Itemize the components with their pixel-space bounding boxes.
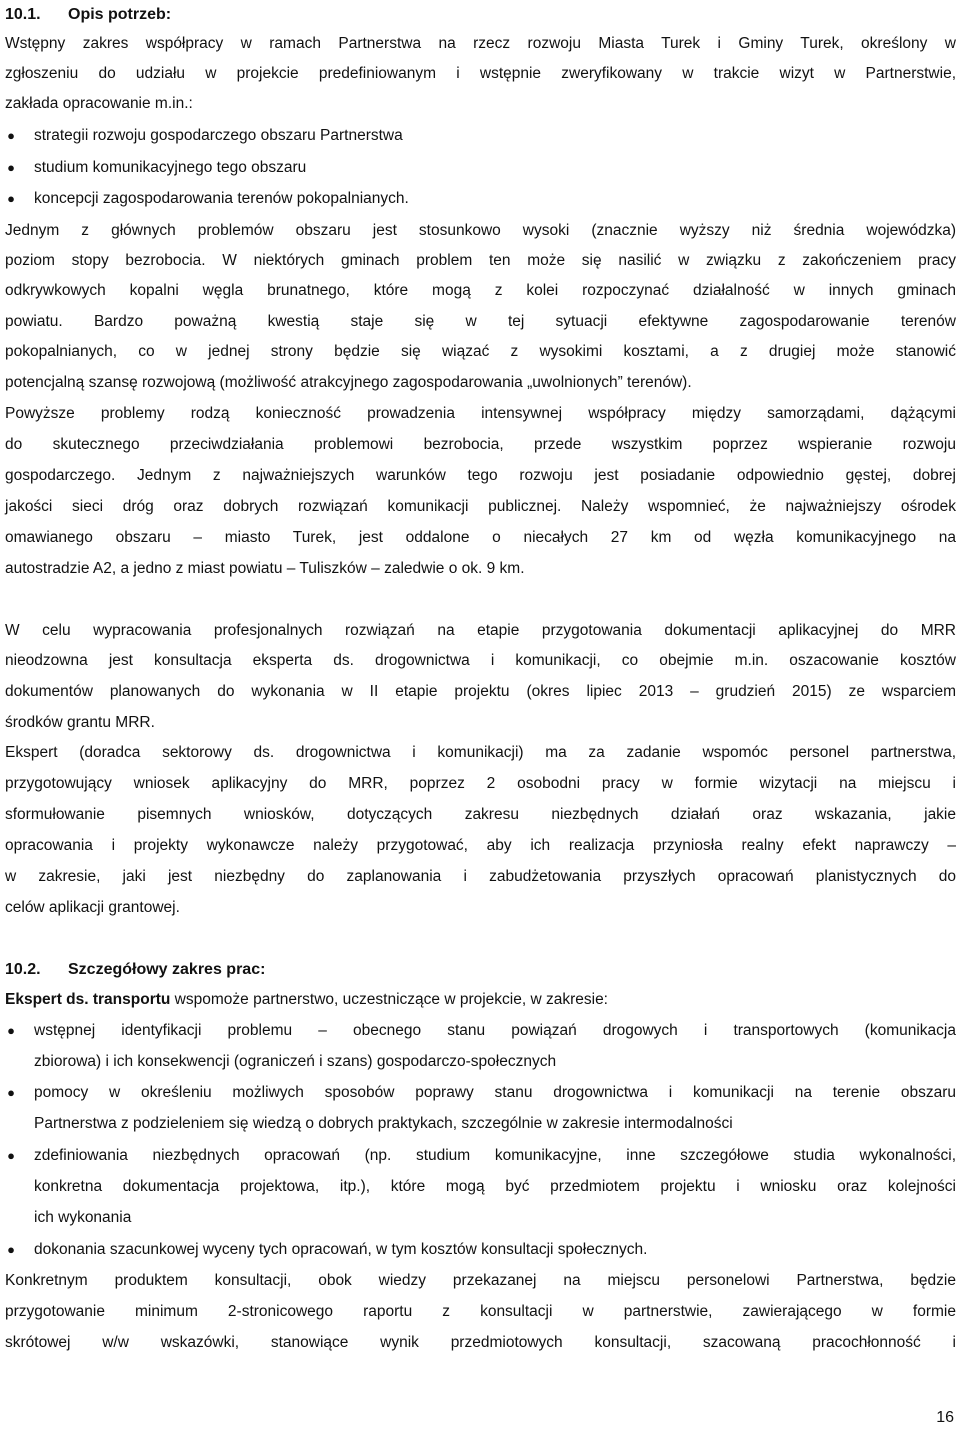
list-item: koncepcji zagospodarowania terenów pokopalnianych. <box>34 190 409 207</box>
list-item: pomocy w określeniu możliwych sposobów poprawy stanu drogownictwa i komunikacji na terenie obszaru <box>34 1084 956 1101</box>
paragraph-line: potencjalną szansę rozwojową (możliwość atrakcyjnego zagospodarowania „uwolnionych” terenów). <box>5 374 692 391</box>
bullet-icon: ● <box>7 160 15 175</box>
list-item: wstępnej identyfikacji problemu – obecnego stanu powiązań drogowych i transportowych (komunikacja <box>34 1022 956 1039</box>
paragraph-line: nieodzowna jest konsultacja eksperta ds. drogownictwa i komunikacji, co obejmie m.in. oszacowanie kosztów <box>5 652 956 669</box>
section-title: Szczegółowy zakres prac: <box>68 961 266 978</box>
paragraph-line: Powyższe problemy rodzą konieczność prowadzenia intensywnej współpracy między samorządami, dążącymi <box>5 405 956 422</box>
paragraph-line: powiatu. Bardzo poważną kwestią staje się w tej sytuacji efektywne zagospodarowanie terenów <box>5 313 956 330</box>
lead-text: wspomoże partnerstwo, uczestniczące w projekcie, w zakresie: <box>170 991 608 1008</box>
bullet-icon: ● <box>7 1085 15 1100</box>
paragraph-line: autostradzie A2, a jedno z miast powiatu – Tuliszków – zaledwie o ok. 9 km. <box>5 560 525 577</box>
list-item-continuation: zbiorowa) i ich konsekwencji (ograniczeń i szans) gospodarczo-społecznych <box>34 1053 557 1070</box>
page-number: 16 <box>936 1409 954 1426</box>
paragraph-line: Konkretnym produktem konsultacji, obok wiedzy przekazanej na miejscu personelowi Partnerstwa, będzie <box>5 1272 956 1289</box>
paragraph-line: przygotowanie minimum 2-stronicowego raportu z konsultacji w partnerstwie, zawierającego w formie <box>5 1303 956 1320</box>
paragraph-line: zgłoszeniu do udziału w projekcie predefiniowanym i wstępnie zweryfikowany w trakcie wizyt w Partnerstwie, <box>5 65 956 82</box>
list-item-continuation: Partnerstwa z podzieleniem się wiedzą o dobrych praktykach, szczególnie w zakresie intermodalności <box>34 1115 733 1132</box>
paragraph-line <box>5 985 956 1015</box>
paragraph-line: omawianego obszaru – miasto Turek, jest oddalone o niecałych 27 km od węzła komunikacyjnego na <box>5 529 956 546</box>
paragraph-line: gospodarczego. Jednym z najważniejszych warunków tego rozwoju jest posiadanie odpowiednio gęstej, dobrej <box>5 467 956 484</box>
paragraph-line: sformułowanie pisemnych wniosków, dotyczących zakresu niezbędnych działań oraz wskazania, jakie <box>5 806 956 823</box>
list-item-continuation: ich wykonania <box>34 1209 132 1226</box>
paragraph-line: zakłada opracowanie m.in.: <box>5 95 193 112</box>
paragraph-line: skrótowej w/w wskazówki, stanowiące wynik przedmiotowych konsultacji, szacowaną pracochłonność i <box>5 1334 956 1351</box>
section-number: 10.2. <box>5 961 41 978</box>
paragraph-line: Wstępny zakres współpracy w ramach Partnerstwa na rzecz rozwoju Miasta Turek i Gminy Turek, określony w <box>5 35 956 52</box>
paragraph-line: w zakresie, jaki jest niezbędny do zaplanowania i zabudżetowania przyszłych opracowań planistycznych do <box>5 868 956 885</box>
section-title: Opis potrzeb: <box>68 6 172 23</box>
document-page <box>5 0 956 1432</box>
paragraph-line: poziom stopy bezrobocia. W niektórych gminach problem ten może się nasilić w związku z zakończeniem pracy <box>5 252 956 269</box>
bullet-icon: ● <box>7 128 15 143</box>
paragraph-line: przygotowujący wniosek aplikacyjny do MRR, poprzez 2 osobodni pracy w formie wizytacji na miejscu i <box>5 775 956 792</box>
paragraph-line: W celu wypracowania profesjonalnych rozwiązań na etapie przygotowania dokumentacji aplikacyjnej do MRR <box>5 622 956 639</box>
list-item: dokonania szacunkowej wyceny tych opracowań, w tym kosztów konsultacji społecznych. <box>34 1241 648 1258</box>
paragraph-line: do skutecznego przeciwdziałania problemowi bezrobocia, przede wszystkim poprzez wspieranie rozwoju <box>5 436 956 453</box>
paragraph-line: jakości sieci dróg oraz dobrych rozwiązań komunikacji publicznej. Należy wspomnieć, że najważniejszy ośrodek <box>5 498 956 515</box>
paragraph-line: Ekspert (doradca sektorowy ds. drogownictwa i komunikacji) ma za zadanie wspomóc personel partnerstwa, <box>5 744 956 761</box>
list-item: strategii rozwoju gospodarczego obszaru Partnerstwa <box>34 127 403 144</box>
paragraph-line: Jednym z głównych problemów obszaru jest stosunkowo wysoki (znacznie wyższy niż średnia wojewódzka) <box>5 222 956 239</box>
list-item-continuation: konkretna dokumentacja projektowa, itp.), które mogą być przedmiotem projektu i wniosku oraz kolejności <box>34 1178 956 1195</box>
paragraph-line: celów aplikacji grantowej. <box>5 899 180 916</box>
bullet-icon: ● <box>7 1023 15 1038</box>
paragraph-line: środków grantu MRR. <box>5 714 155 731</box>
paragraph-line: odkrywkowych kopalni węgla brunatnego, które mogą z kolei rozpoczynać działalność w innych gminach <box>5 282 956 299</box>
bullet-icon: ● <box>7 191 15 206</box>
bullet-icon: ● <box>7 1148 15 1163</box>
list-item: studium komunikacyjnego tego obszaru <box>34 159 307 176</box>
paragraph-line: opracowania i projekty wykonawcze należy przygotować, aby ich realizacja przyniosła realny efekt naprawczy – <box>5 837 956 854</box>
section-number: 10.1. <box>5 6 41 23</box>
paragraph-line: dokumentów planowanych do wykonania w II etapie projektu (okres lipiec 2013 – grudzień 2015) ze wsparciem <box>5 683 956 700</box>
paragraph-line: pokopalnianych, co w jednej strony będzie się wiązać z wysokimi kosztami, a z drugiej może stanowić <box>5 343 956 360</box>
bullet-icon: ● <box>7 1242 15 1257</box>
expert-label: Ekspert ds. transportu <box>5 991 171 1008</box>
list-item: zdefiniowania niezbędnych opracowań (np. studium komunikacyjne, inne szczegółowe studia wykonalności, <box>34 1147 956 1164</box>
